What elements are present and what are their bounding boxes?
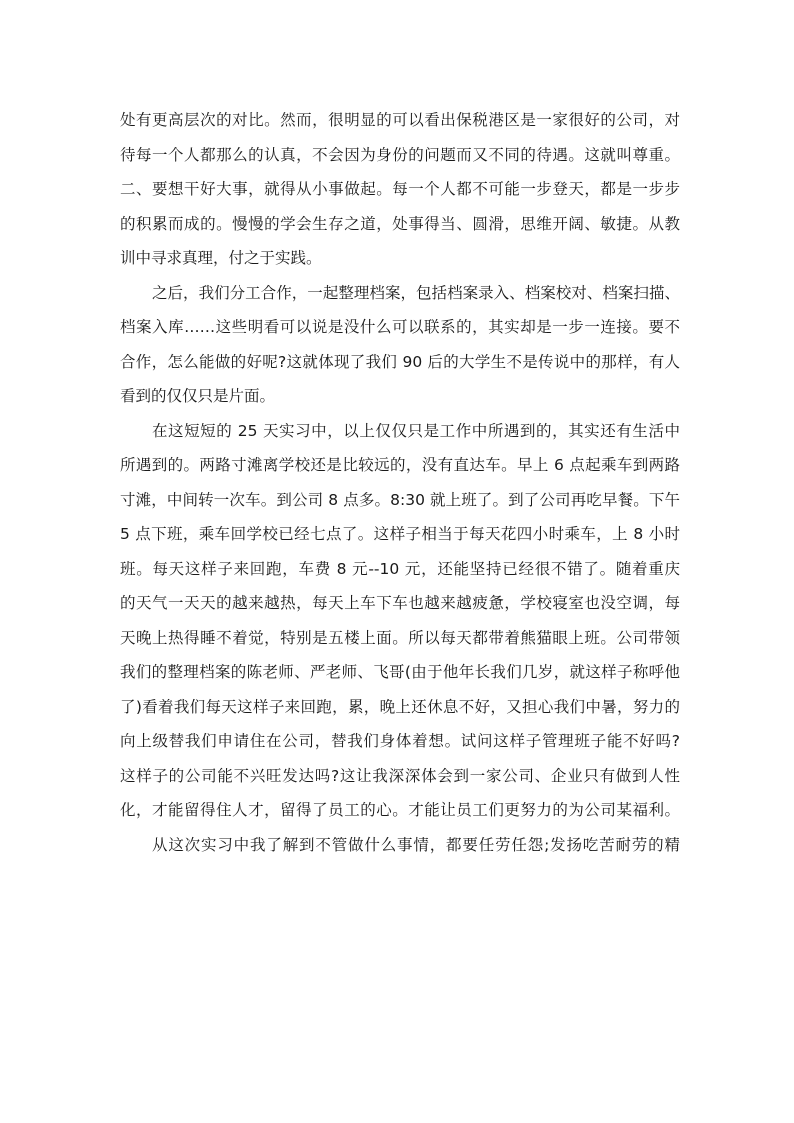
text-line: 合作，怎么能做的好呢?这就体现了我们 90 后的大学生不是传说中的那样，有人 xyxy=(120,352,680,371)
text-line: 待每一个人都那么的认真，不会因为身份的问题而又不同的待遇。这就叫尊重。 xyxy=(120,145,680,164)
text-line: 二、要想干好大事，就得从小事做起。每一个人都不可能一步登天，都是一步步 xyxy=(120,180,680,198)
text-line: 我们的整理档案的陈老师、严老师、飞哥(由于他年长我们几岁，就这样子称呼他 xyxy=(120,663,680,681)
text-line: 了)看着我们每天这样子来回跑，累，晚上还休息不好，又担心我们中暑，努力的 xyxy=(120,697,680,716)
text-line: 训中寻求真理，付之于实践。 xyxy=(120,249,322,267)
text-line: 寸滩，中间转一次车。到公司 8 点多。8:30 就上班了。到了公司再吃早餐。下午 xyxy=(120,490,680,509)
text-line: 化，才能留得住人才，留得了员工的心。才能让员工们更努力的为公司某福利。 xyxy=(120,801,680,819)
text-line: 看到的仅仅只是片面。 xyxy=(120,387,276,405)
text-line: 班。每天这样子来回跑，车费 8 元--10 元，还能坚持已经很不错了。随着重庆 xyxy=(120,559,680,578)
text-line: 在这短短的 25 天实习中，以上仅仅只是工作中所遇到的，其实还有生活中 xyxy=(152,421,680,440)
text-line: 所遇到的。两路寸滩离学校还是比较远的，没有直达车。早上 6 点起乘车到两路 xyxy=(120,456,680,474)
text-line: 之后，我们分工合作，一起整理档案，包括档案录入、档案校对、档案扫描、 xyxy=(152,283,680,302)
text-line: 天晚上热得睡不着觉，特别是五楼上面。所以每天都带着熊猫眼上班。公司带领 xyxy=(120,628,680,647)
text-line: 档案入库……这些明看可以说是没什么可以联系的，其实却是一步一连接。要不 xyxy=(120,318,680,336)
text-line: 处有更高层次的对比。然而，很明显的可以看出保税港区是一家很好的公司，对 xyxy=(120,111,680,129)
body-text xyxy=(120,103,680,862)
text-line: 5 点下班，乘车回学校已经七点了。这样子相当于每天花四小时乘车，上 8 小时 xyxy=(120,525,680,543)
text-line: 的天气一天天的越来越热，每天上车下车也越来越疲惫，学校寝室也没空调，每 xyxy=(120,594,680,612)
text-line: 这样子的公司能不兴旺发达吗?这让我深深体会到一家公司、企业只有做到人性 xyxy=(120,766,680,785)
text-line: 的积累而成的。慢慢的学会生存之道，处事得当、圆滑，思维开阔、敏捷。从教 xyxy=(120,214,680,233)
text-line: 向上级替我们申请住在公司，替我们身体着想。试问这样子管理班子能不好吗? xyxy=(120,732,680,750)
text-line: 从这次实习中我了解到不管做什么事情，都要任劳任怨;发扬吃苦耐劳的精 xyxy=(152,835,680,854)
